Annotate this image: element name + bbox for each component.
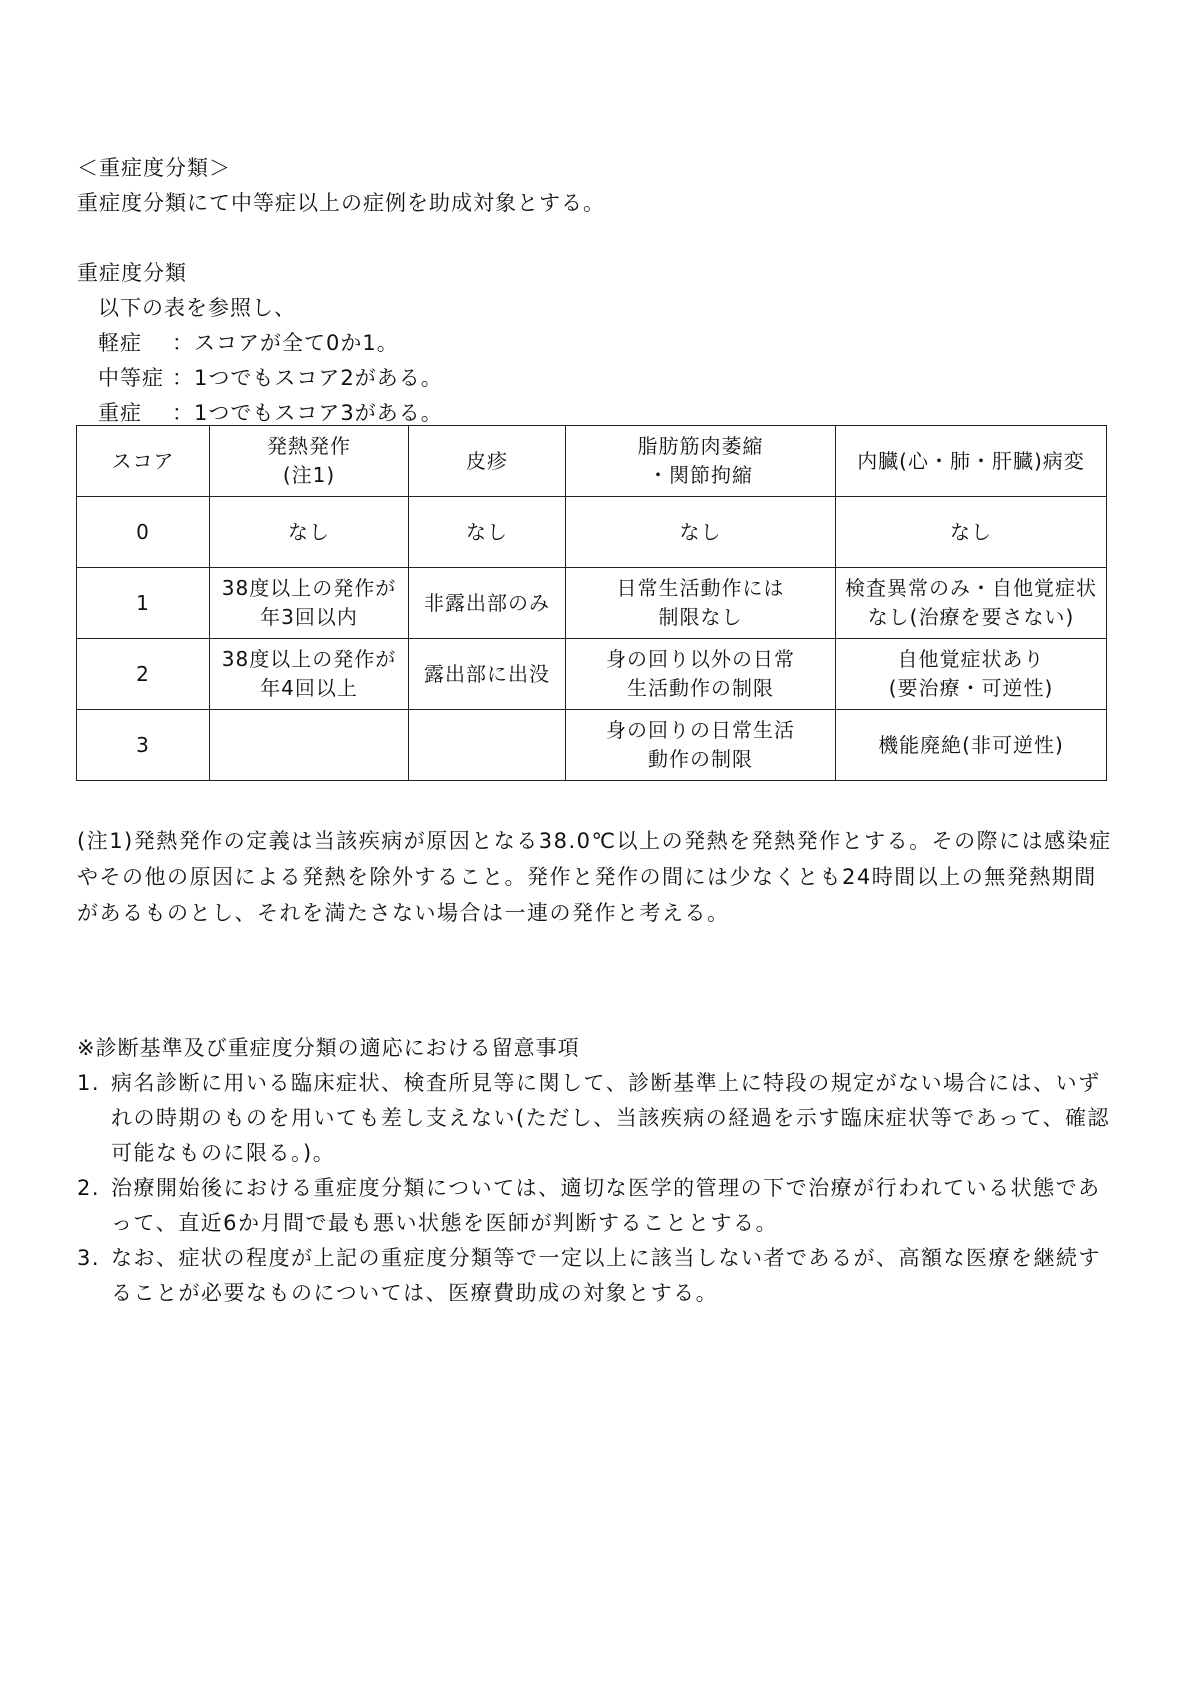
severity-moderate [98, 362, 443, 392]
table-cell [566, 639, 836, 710]
severity-label: 重症 [98, 401, 142, 425]
table-cell [566, 497, 836, 568]
table-row [77, 639, 1107, 710]
table-cell [210, 710, 409, 781]
cell-text: 年3回以内 [260, 605, 358, 629]
table-cell [409, 568, 566, 639]
item-text: 病名診断に用いる臨床症状、検査所見等に関して、診断基準上に特段の規定がない場合には、いずれの時期のものを用いても差し支えない(ただし、当該疾病の経過を示す臨床症状等であって、確認可能なものに限る。)。 [111, 1071, 1111, 1165]
header-cell [409, 426, 566, 497]
severity-severe [98, 397, 443, 427]
cell-text: 検査異常のみ・自他覚症状 [845, 576, 1097, 600]
cell-text: 機能廃絶(非可逆性) [878, 732, 1064, 757]
cell-text: なし [288, 519, 330, 544]
cell-text: 身の回り以外の日常 [606, 647, 795, 671]
table-cell [566, 568, 836, 639]
table-cell [409, 710, 566, 781]
header-text: 皮疹 [466, 448, 508, 473]
cell-text: 日常生活動作には [616, 576, 785, 600]
header-cell [566, 426, 836, 497]
table-row [77, 497, 1107, 568]
cell-text: 1 [136, 590, 150, 615]
footnote: (注1)発熱発作の定義は当該疾病が原因となる38.0℃以上の発熱を発熱発作とする。その際には感染症やその他の原因による発熱を除外すること。発作と発作の間には少なくとも24時間以上の無発熱期間があるものとし、それを満たさない場合は一連の発作と考える。 [77, 829, 1112, 925]
section-title: ＜重症度分類＞ [77, 156, 231, 180]
header-text: (注1) [282, 463, 336, 487]
item-text: なお、症状の程度が上記の重症度分類等で一定以上に該当しない者であるが、高額な医療を継続することが必要なものについては、医療費助成の対象とする。 [111, 1246, 1101, 1305]
item-number: 3. [77, 1246, 101, 1270]
cell-text: 非露出部のみ [424, 590, 550, 615]
cell-text: 38度以上の発作が [221, 576, 397, 600]
table-cell [836, 568, 1107, 639]
table-cell [566, 710, 836, 781]
table-cell [210, 568, 409, 639]
sub-title: 重症度分類 [77, 261, 187, 285]
header-text: 発熱発作 [267, 434, 351, 458]
caution-list [77, 1066, 1112, 1311]
table-cell [409, 497, 566, 568]
header-text: 内臓(心・肺・肝臓)病変 [857, 448, 1085, 473]
table-cell [77, 568, 210, 639]
table-cell [210, 497, 409, 568]
cell-text: なし [679, 519, 722, 544]
item-number: 2. [77, 1176, 101, 1200]
caution-title: ※診断基準及び重症度分類の適応における留意事項 [77, 1036, 580, 1060]
severity-mild [98, 327, 399, 357]
cell-text: 露出部に出没 [424, 661, 550, 686]
table-row [77, 568, 1107, 639]
severity-desc: ：1つでもスコア2がある。 [172, 366, 443, 390]
header-cell [77, 426, 210, 497]
intro-text: 重症度分類にて中等症以上の症例を助成対象とする。 [77, 191, 605, 215]
cell-text: 年4回以上 [260, 676, 358, 700]
table-row [77, 710, 1107, 781]
cell-text: 制限なし [658, 605, 743, 629]
item-text: 治療開始後における重症度分類については、適切な医学的管理の下で治療が行われている状態であって、直近6か月間で最も悪い状態を医師が判断することとする。 [111, 1176, 1101, 1235]
cell-text: 38度以上の発作が [221, 647, 397, 671]
severity-label: 軽症 [98, 331, 142, 355]
cell-text: (要治療・可逆性) [888, 676, 1054, 700]
table-cell [77, 639, 210, 710]
cell-text: 身の回りの日常生活 [606, 718, 795, 742]
cell-text: 生活動作の制限 [627, 676, 774, 700]
header-text: ・関節拘縮 [648, 463, 753, 487]
severity-desc: ：スコアが全て0か1。 [172, 331, 399, 355]
table-cell [836, 497, 1107, 568]
table-cell [836, 639, 1107, 710]
table-cell [77, 710, 210, 781]
table-cell [77, 497, 210, 568]
table-cell [836, 710, 1107, 781]
header-text: スコア [111, 448, 175, 473]
cell-text: なし(治療を要さない) [867, 605, 1075, 629]
cell-text: 0 [136, 519, 150, 544]
list-item [77, 1066, 1112, 1171]
item-number: 1. [77, 1071, 101, 1095]
severity-label: 中等症 [98, 366, 164, 390]
cell-text: 2 [136, 661, 150, 686]
header-cell [210, 426, 409, 497]
cell-text: 3 [136, 732, 150, 757]
cell-text: 動作の制限 [648, 747, 753, 771]
header-text: 脂肪筋肉萎縮 [637, 434, 764, 458]
cell-text: なし [466, 519, 508, 544]
severity-desc: ：1つでもスコア3がある。 [172, 401, 443, 425]
cell-text: 自他覚症状あり [897, 647, 1045, 671]
cell-text: なし [950, 519, 992, 544]
header-cell [836, 426, 1107, 497]
score-table [76, 425, 1107, 781]
refer-text: 以下の表を参照し、 [98, 296, 296, 320]
list-item [77, 1171, 1112, 1241]
table-header-row [77, 426, 1107, 497]
list-item [77, 1241, 1112, 1311]
table-cell [210, 639, 409, 710]
table-cell [409, 639, 566, 710]
